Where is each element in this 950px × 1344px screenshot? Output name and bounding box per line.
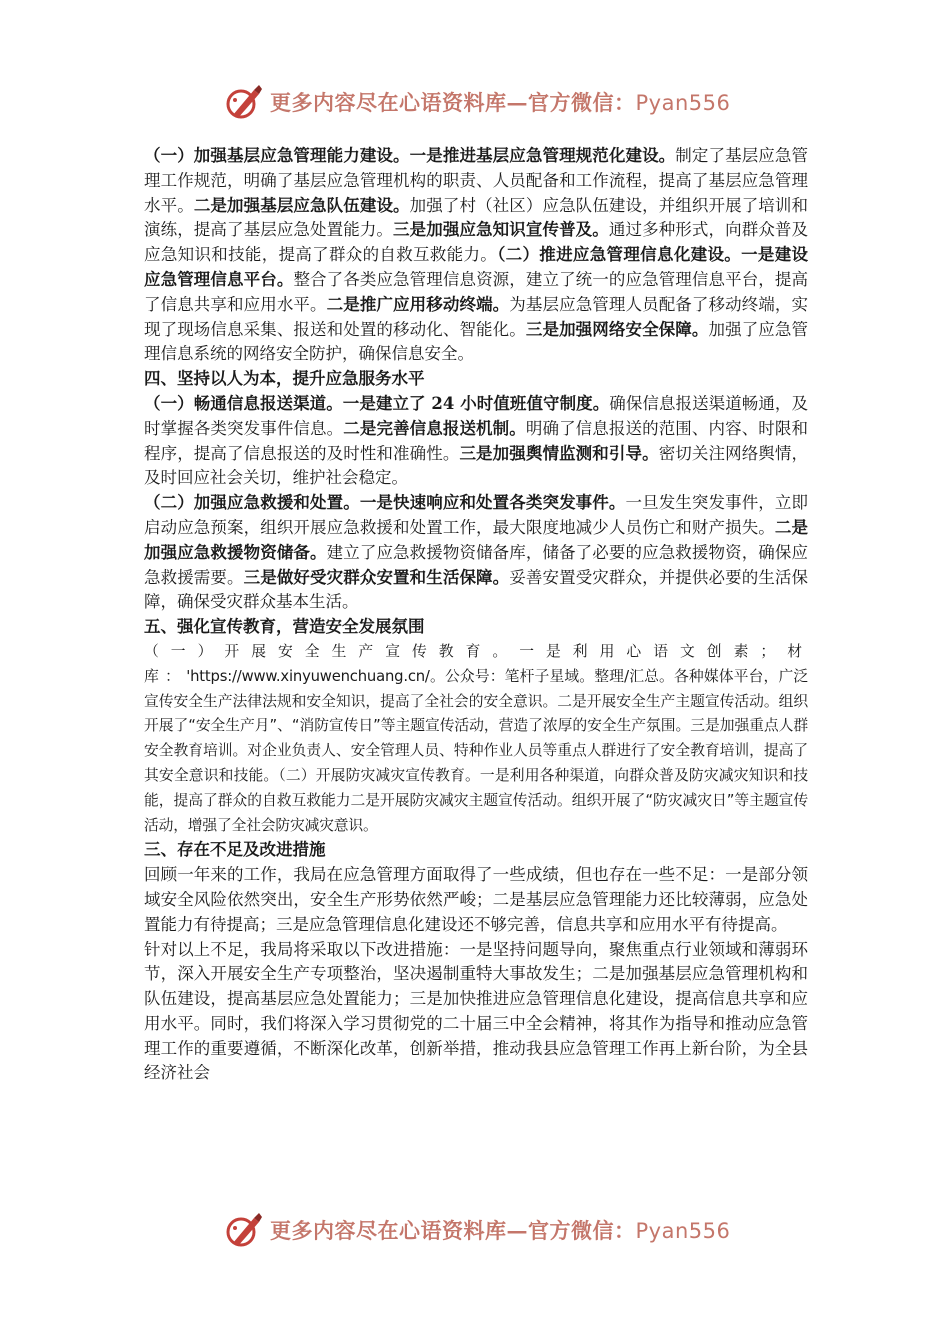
paragraph: （二）加强应急救援和处置。一是快速响应和处置各类突发事件。一旦发生突发事件，立即启动应急预案，组织开展应急救援和处置工作，最大限度地减少人员伤亡和财产损失。二是加强应急救援物资储备。建立了应急救援物资储备库，储备了必要的应急救援物资，确保应急救援需要。三是做好受灾群众安置和生活保障。妥善安置受灾群众，并提供必要的生活保障，确保受灾群众基本生活。 <box>144 493 809 612</box>
footer-watermark <box>224 1208 744 1252</box>
pen-logo-icon <box>224 1210 264 1250</box>
section-heading-5: 五、强化宣传教育，营造安全发展氛围 <box>144 617 425 637</box>
pen-logo-icon <box>224 82 264 122</box>
watermark-text: 更多内容尽在心语资料库—官方微信：Pyan556 <box>270 90 731 115</box>
paragraph: 回顾一年来的工作，我局在应急管理方面取得了一些成绩，但也存在一些不足：一是部分领域安全风险依然突出，安全生产形势依然严峻；二是基层应急管理能力还比较薄弱，应急处置能力有待提高；三是应急管理信息化建设还不够完善，信息共享和应用水平有待提高。 <box>144 865 808 934</box>
paragraph: 针对以上不足，我局将采取以下改进措施：一是坚持问题导向，聚焦重点行业领域和薄弱环节，深入开展安全生产专项整治，坚决遏制重特大事故发生；二是加强基层应急管理机构和队伍建设，提高基层应急处置能力；三是加快推进应急管理信息化建设，提高信息共享和应用水平。同时，我们将深入学习贯彻党的二十届三中全会精神，将其作为指导和推动应急管理工作的重要遵循，不断深化改革，创新举措，推动我县应急管理工作再上新台阶，为全县经济社会 <box>144 939 808 1083</box>
watermark-text: 更多内容尽在心语资料库—官方微信：Pyan556 <box>270 1218 731 1243</box>
document-body <box>144 144 808 1086</box>
section-heading-3: 三、存在不足及改进措施 <box>144 840 326 860</box>
paragraph: （一）开展安全生产宣传教育。一是利用心语文创素；材库：'https://www.xinyuwenchuang.cn/。公众号：笔杆子星域。整理/汇总。各种媒体平台，广泛宣传安全生产法律法规和安全知识，提高了全社会的安全意识。二是开展安全生产主题宣传活动。组织开展了“安全生产月”、“消防宣传日”等主题宣传活动，营造了浓厚的安全生产氛围。三是加强重点人群安全教育培训。对企业负责人、安全管理人员、特种作业人员等重点人群进行了安全教育培训，提高了其安全意识和技能。（二）开展防灾减灾宣传教育。一是利用各种渠道，向群众普及防灾减灾知识和技能，提高了群众的自救互救能力二是开展防灾减灾主题宣传活动。组织开展了“防灾减灾日”等主题宣传活动，增强了全社会防灾减灾意识。 <box>144 642 808 834</box>
header-watermark <box>224 80 744 124</box>
paragraph: （一）加强基层应急管理能力建设。一是推进基层应急管理规范化建设。制定了基层应急管理工作规范，明确了基层应急管理机构的职责、人员配备和工作流程，提高了基层应急管理水平。二是加强基层应急队伍建设。加强了村（社区）应急队伍建设，并组织开展了培训和演练，提高了基层应急处置能力。三是加强应急知识宣传普及。通过多种形式，向群众普及应急知识和技能，提高了群众的自救互救能力。（二）推进应急管理信息化建设。一是建设应急管理信息平台。整合了各类应急管理信息资源，建立了统一的应急管理信息平台，提高了信息共享和应用水平。二是推广应用移动终端。为基层应急管理人员配备了移动终端，实现了现场信息采集、报送和处置的移动化、智能化。三是加强网络安全保障。加强了应急管理信息系统的网络安全防护，确保信息安全。 <box>144 146 809 364</box>
paragraph: （一）畅通信息报送渠道。一是建立了 24 小时值班值守制度。确保信息报送渠道畅通，及时掌握各类突发事件信息。二是完善信息报送机制。明确了信息报送的范围、内容、时限和程序，提高了信息报送的及时性和准确性。三是加强舆情监测和引导。密切关注网络舆情，及时回应社会关切，维护社会稳定。 <box>144 393 809 488</box>
section-heading-4: 四、坚持以人为本，提升应急服务水平 <box>144 369 425 389</box>
